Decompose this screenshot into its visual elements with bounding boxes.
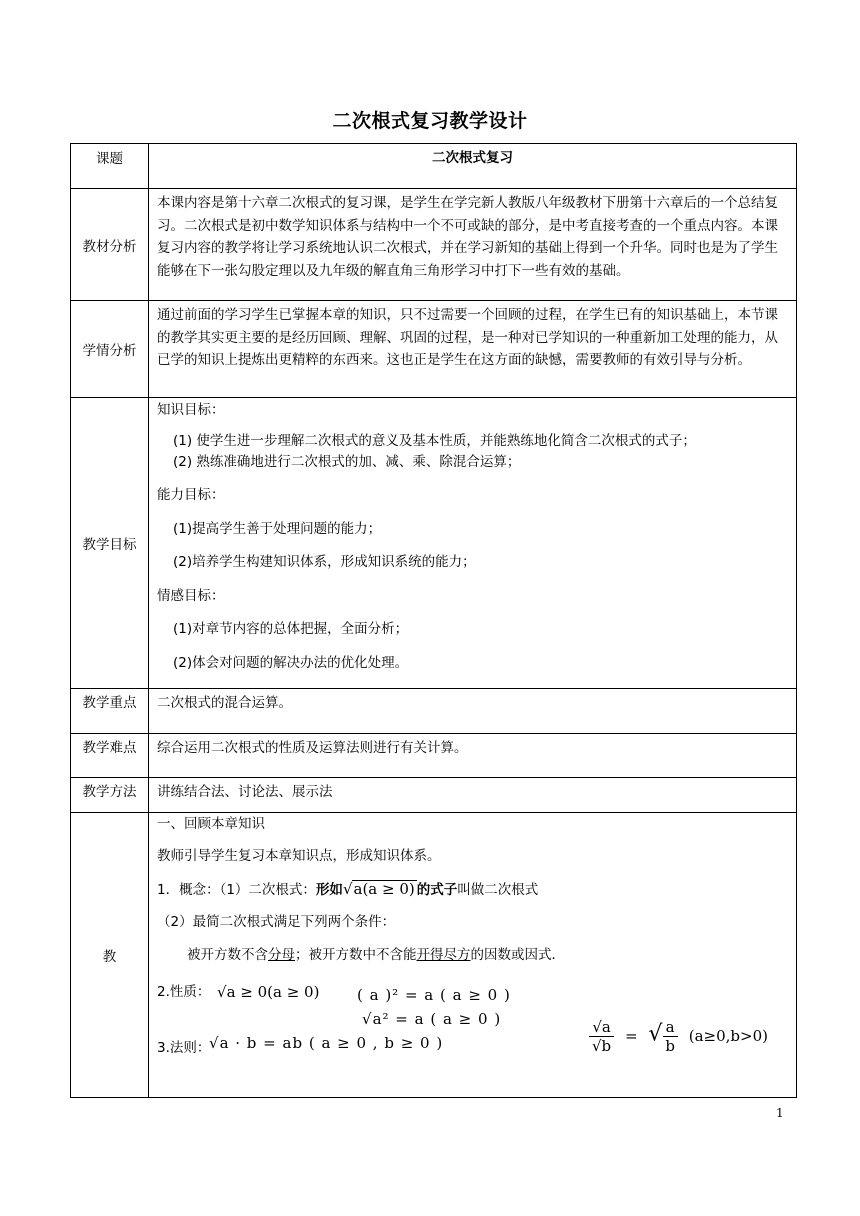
row-topic: [71, 144, 797, 189]
method-cell: [149, 778, 797, 813]
topic-value: 二次根式复习: [432, 150, 513, 166]
row-students: [71, 301, 797, 398]
ability-title: 能力目标：: [157, 487, 225, 503]
key-point-cell: [149, 689, 797, 734]
page-number: 1: [776, 1106, 784, 1120]
underline-fraction: 分母: [268, 946, 295, 963]
row-material: [71, 189, 797, 301]
section-review-heading: 一、回顾本章知识: [157, 816, 265, 832]
goals-cell: [149, 398, 797, 689]
process-label: 教: [71, 813, 149, 1098]
rule-formula-1: √a · b = ab ( a ≥ 0 , b ≥ 0 ): [209, 1034, 444, 1052]
row-goals: [71, 398, 797, 689]
document-title: 二次根式复习教学设计: [332, 110, 528, 132]
students-cell: [149, 301, 797, 398]
property-label: 2.性质：: [157, 984, 211, 1000]
students-text: 通过前面的学习学生已掌握本章的知识，只不过需要一个回顾的过程，在学生已有的知识基础上，本节课的教学其实更主要的是经历回顾、理解、巩固的过程，是一种对已学知识的一种重新加工处理的能力，从已学的知识上提炼出更精粹的东西来。这也正是学生在这方面的缺憾，需要教师的有效引导与分析。: [157, 307, 778, 368]
concept-prefix: 1．概念：（1）二次根式：: [157, 882, 316, 898]
underline-perfect-square: 开得尽方: [416, 946, 471, 963]
emotion-goal-2: (2)体会对问题的解决办法的优化处理。: [173, 654, 409, 671]
knowledge-title: 知识目标：: [157, 402, 225, 418]
method-label: 教学方法: [71, 778, 149, 813]
students-label: 学情分析: [71, 301, 149, 398]
difficulty-cell: [149, 734, 797, 778]
concept-line: [157, 877, 788, 902]
simplest-title: （2）最简二次根式满足下列两个条件：: [157, 914, 396, 930]
knowledge-goal-1: (1) 使学生进一步理解二次根式的意义及基本性质，并能熟练地化简含二次根式的式子；: [173, 433, 696, 449]
rule-label: 3.法则：: [157, 1040, 211, 1056]
key-point-text: 二次根式的混合运算。: [157, 695, 292, 711]
property-formula-3: √a² = a ( a ≥ 0 ): [362, 1010, 502, 1028]
emotion-title: 情感目标：: [157, 587, 225, 604]
concept-formula: √a(a ≥ 0): [342, 880, 415, 898]
key-point-label: 教学重点: [71, 689, 149, 734]
topic-label: 课题: [71, 144, 149, 189]
goals-label: 教学目标: [71, 398, 149, 689]
concept-suffix: 叫做二次根式: [457, 882, 539, 898]
material-text: 本课内容是第十六章二次根式的复习课，是学生在学完新人教版八年级教材下册第十六章后的一个总结复习。二次根式是初中数学知识体系与结构中一个不可或缺的部分，是中考直接考查的一个重点内容。本课复习内容的教学将让学习系统地认识二次根式，并在学习新知的基础上得到一个升华。同时也是为了学生能够在下一张勾股定理以及九年级的解直角三角形学习中打下一些有效的基础。: [157, 195, 778, 279]
concept-bold-a: 形如: [315, 882, 343, 898]
material-label: 教材分析: [71, 189, 149, 301]
ability-goal-1: (1)提高学生善于处理问题的能力；: [173, 520, 382, 537]
material-cell: [149, 189, 797, 301]
simplest-conditions: 被开方数不含分母；被开方数中不含能开得尽方的因数或因式．: [187, 946, 565, 963]
property-formula-1: √a ≥ 0(a ≥ 0): [217, 983, 320, 1001]
row-method: [71, 778, 797, 813]
concept-bold-b: 的式子: [416, 882, 458, 898]
property-line: [157, 978, 788, 1006]
lesson-plan-table: [70, 143, 797, 1098]
process-cell: [149, 813, 797, 1098]
topic-value-cell: [149, 144, 797, 189]
property-formula-2: ( a )² = a ( a ≥ 0 ): [357, 986, 511, 1004]
difficulty-text: 综合运用二次根式的性质及运算法则进行有关计算。: [157, 740, 468, 756]
emotion-goal-1: (1)对章节内容的总体把握，全面分析；: [173, 621, 409, 637]
knowledge-goal-2: (2) 熟练准确地进行二次根式的加、减、乘、除混合运算；: [173, 454, 521, 470]
ability-goal-2: (2)培养学生构建知识体系，形成知识系统的能力；: [173, 554, 476, 570]
row-key-point: [71, 689, 797, 734]
method-text: 讲练结合法、讨论法、展示法: [157, 784, 333, 800]
rule-formula-2: $\frac{√a}{√b}$ = √ $\frac{a}{b}$ (a≥0,b>0): [589, 1018, 768, 1055]
difficulty-label: 教学难点: [71, 734, 149, 778]
review-intro: 教师引导学生复习本章知识点，形成知识体系。: [157, 847, 441, 864]
row-difficulty: [71, 734, 797, 778]
row-process: [71, 813, 797, 1098]
